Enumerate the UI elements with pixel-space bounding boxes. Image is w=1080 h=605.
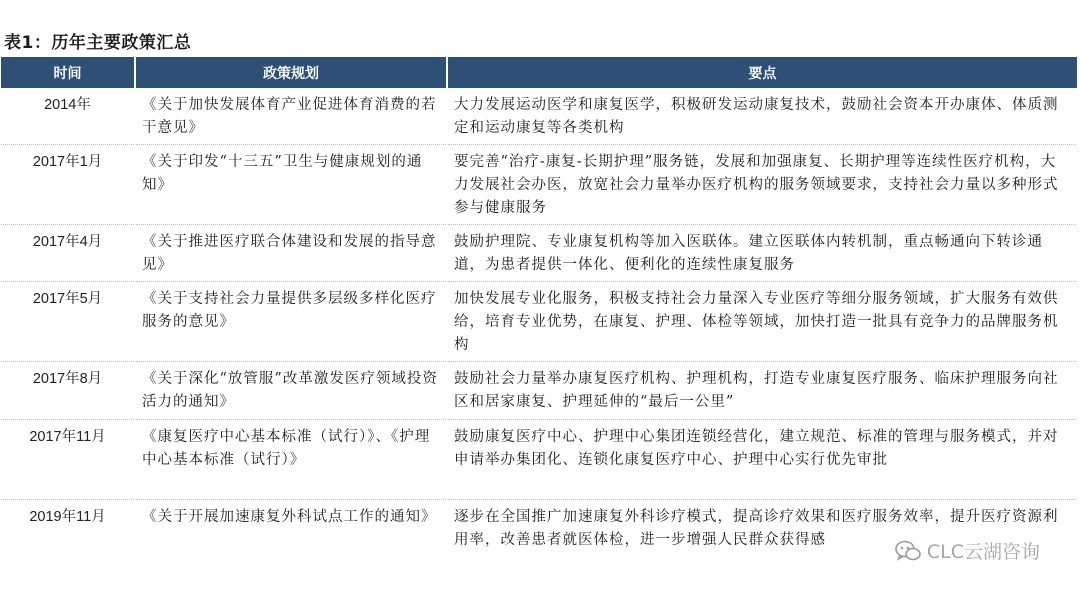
watermark [891, 536, 1044, 565]
table-caption: 表1：历年主要政策汇总 [4, 33, 192, 53]
header-policy-plan: 政策规划 [135, 57, 447, 88]
row-time: 2017年5月 [1, 282, 135, 362]
row-policy: 《关于印发“十三五”卫生与健康规划的通知》 [135, 145, 447, 225]
row-policy: 《关于加快发展体育产业促进体育消费的若干意见》 [135, 88, 447, 145]
watermark-text: CLC云湖咨询 [926, 541, 1040, 563]
table-row [1, 362, 1077, 420]
row-time: 2017年8月 [1, 362, 135, 420]
header-time: 时间 [1, 57, 135, 88]
row-points: 逐步在全国推广加速康复外科诊疗模式，提高诊疗效果和医疗服务效率，提升医疗资源利用率，改善患者就医体检，进一步增强人民群众获得感 [447, 500, 1077, 558]
policy-table [1, 57, 1078, 558]
table-header-row [1, 57, 1077, 88]
row-points: 鼓励社会力量举办康复医疗机构、护理机构，打造专业康复医疗服务、临床护理服务向社区和居家康复、护理延伸的“最后一公里” [447, 362, 1077, 420]
row-policy: 《关于深化“放管服”改革激发医疗领域投资活力的通知》 [135, 362, 447, 420]
row-points: 要完善“治疗-康复-长期护理”服务链，发展和加强康复、长期护理等连续性医疗机构，大力发展社会办医，放宽社会力量举办医疗机构的服务领域要求，支持社会力量以多种形式参与健康服务 [447, 145, 1077, 225]
row-policy: 《康复医疗中心基本标准（试行）》、《护理中心基本标准（试行）》 [135, 420, 447, 500]
row-time: 2017年11月 [1, 420, 135, 500]
row-policy: 《关于支持社会力量提供多层级多样化医疗服务的意见》 [135, 282, 447, 362]
table-row [1, 282, 1077, 362]
row-time: 2014年 [1, 88, 135, 145]
table-row [1, 420, 1077, 500]
table-row [1, 88, 1077, 145]
table-row [1, 225, 1077, 282]
row-points: 鼓励康复医疗中心、护理中心集团连锁经营化，建立规范、标准的管理与服务模式，并对申请举办集团化、连锁化康复医疗中心、护理中心实行优先审批 [447, 420, 1077, 500]
row-policy: 《关于推进医疗联合体建设和发展的指导意见》 [135, 225, 447, 282]
row-time: 2019年11月 [1, 500, 135, 558]
row-time: 2017年4月 [1, 225, 135, 282]
row-points: 大力发展运动医学和康复医学，积极研发运动康复技术，鼓励社会资本开办康体、体质测定和运动康复等各类机构 [447, 88, 1077, 145]
row-points: 鼓励护理院、专业康复机构等加入医联体。建立医联体内转机制，重点畅通向下转诊通道，为患者提供一体化、便利化的连续性康复服务 [447, 225, 1077, 282]
row-time: 2017年1月 [1, 145, 135, 225]
row-points: 加快发展专业化服务，积极支持社会力量深入专业医疗等细分服务领域，扩大服务有效供给，培育专业优势，在康复、护理、体检等领域，加快打造一批具有竞争力的品牌服务机构 [447, 282, 1077, 362]
header-key-points: 要点 [447, 57, 1077, 88]
table-row [1, 145, 1077, 225]
row-policy: 《关于开展加速康复外科试点工作的通知》 [135, 500, 447, 558]
wechat-icon [895, 540, 921, 562]
